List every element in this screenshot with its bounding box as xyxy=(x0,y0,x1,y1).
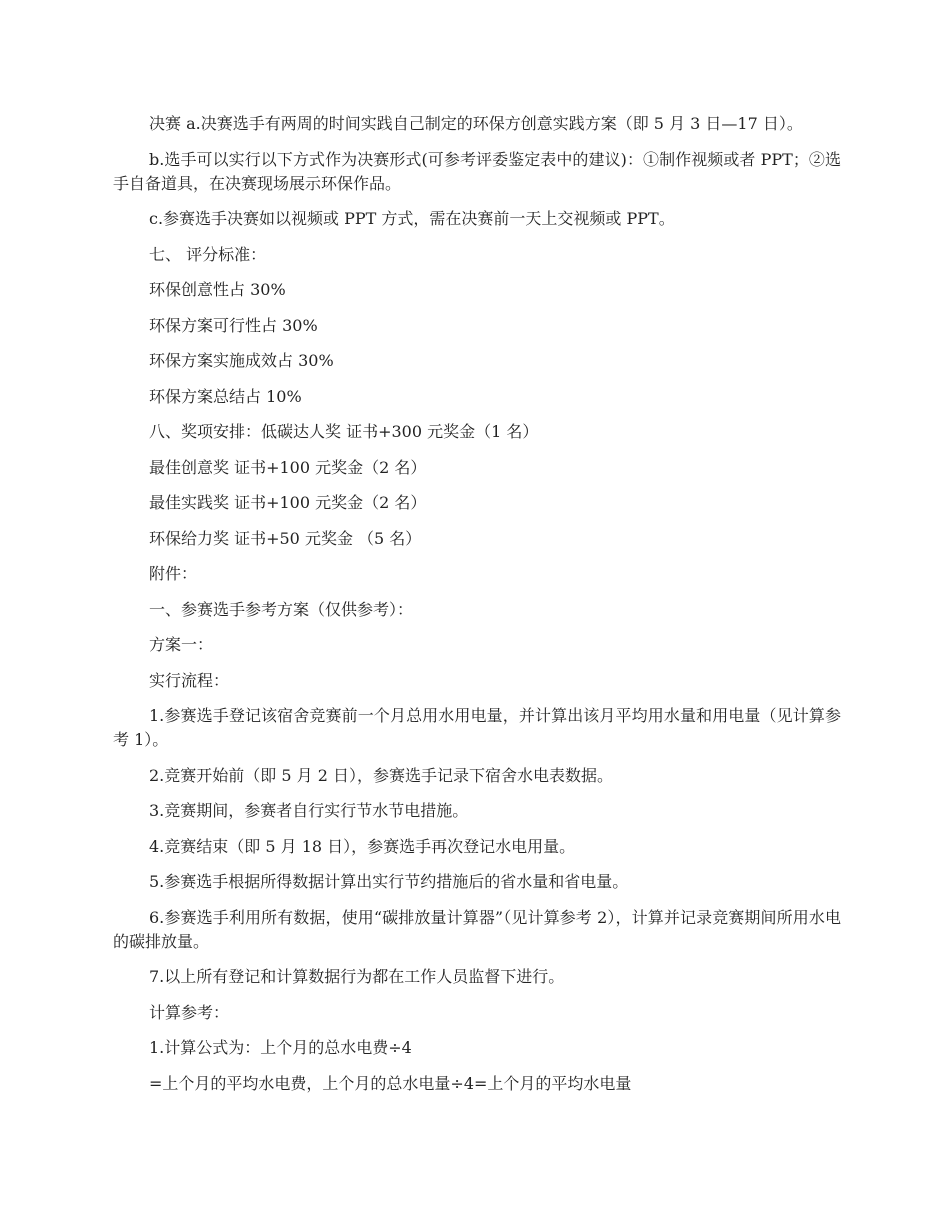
award-item-best-creativity: 最佳创意奖 证书+100 元奖金（2 名） xyxy=(149,457,427,477)
award-item-best-practice: 最佳实践奖 证书+100 元奖金（2 名） xyxy=(149,493,427,512)
calculation-formula-2: =上个月的平均水电费，上个月的总水电量÷4=上个月的平均水电量 xyxy=(149,1073,632,1093)
calculation-reference-heading: 计算参考： xyxy=(149,1002,230,1022)
document-body xyxy=(113,112,841,1107)
scoring-item-creativity: 环保创意性占 30% xyxy=(149,280,286,299)
reference-plans-heading: 一、参赛选手参考方案（仅供参考）： xyxy=(149,599,414,619)
attachment-heading: 附件： xyxy=(149,564,198,583)
process-step-3: 3.竞赛期间，参赛者自行实行节水节电措施。 xyxy=(149,801,469,820)
process-heading: 实行流程： xyxy=(149,670,230,690)
award-item-eco-power: 环保给力奖 证书+50 元奖金 （5 名） xyxy=(149,528,422,548)
section-heading-awards: 八、奖项安排：低碳达人奖 证书+300 元奖金（1 名） xyxy=(149,422,539,441)
process-step-1: 1.参赛选手登记该宿舍竞赛前一个月总用水用电量，并计算出该月平均用水量和用电量（见计算参考 1）。 xyxy=(113,706,841,749)
calculation-formula-1: 1.计算公式为：上个月的总水电费÷4 xyxy=(149,1038,412,1057)
process-step-6: 6.参赛选手利用所有数据，使用“碳排放量计算器”（见计算参考 2），计算并记录竞赛期间所用水电的碳排放量。 xyxy=(113,907,841,951)
scoring-item-summary: 环保方案总结占 10% xyxy=(149,386,302,406)
scoring-item-feasibility: 环保方案可行性占 30% xyxy=(149,315,318,335)
process-step-7: 7.以上所有登记和计算数据行为都在工作人员监督下进行。 xyxy=(149,967,565,986)
process-step-4: 4.竞赛结束（即 5 月 18 日），参赛选手再次登记水电用量。 xyxy=(149,836,576,856)
process-step-2: 2.竞赛开始前（即 5 月 2 日），参赛选手记录下宿舍水电表数据。 xyxy=(149,765,613,785)
paragraph-final-round-a: 决赛 a.决赛选手有两周的时间实践自己制定的环保方创意实践方案（即 5 月 3 日—17 日）。 xyxy=(149,114,803,133)
paragraph-final-round-b: b.选手可以实行以下方式作为决赛形式(可参考评委鉴定表中的建议)：①制作视频或者 PPT；②选手自备道具，在决赛现场展示环保作品。 xyxy=(113,149,841,193)
plan-one-heading: 方案一： xyxy=(149,635,214,654)
scoring-item-effectiveness: 环保方案实施成效占 30% xyxy=(149,351,334,370)
paragraph-final-round-c: c.参赛选手决赛如以视频或 PPT 方式，需在决赛前一天上交视频或 PPT。 xyxy=(149,209,675,228)
process-step-5: 5.参赛选手根据所得数据计算出实行节约措施后的省水量和省电量。 xyxy=(149,872,629,891)
section-heading-scoring: 七、 评分标准： xyxy=(149,244,267,264)
